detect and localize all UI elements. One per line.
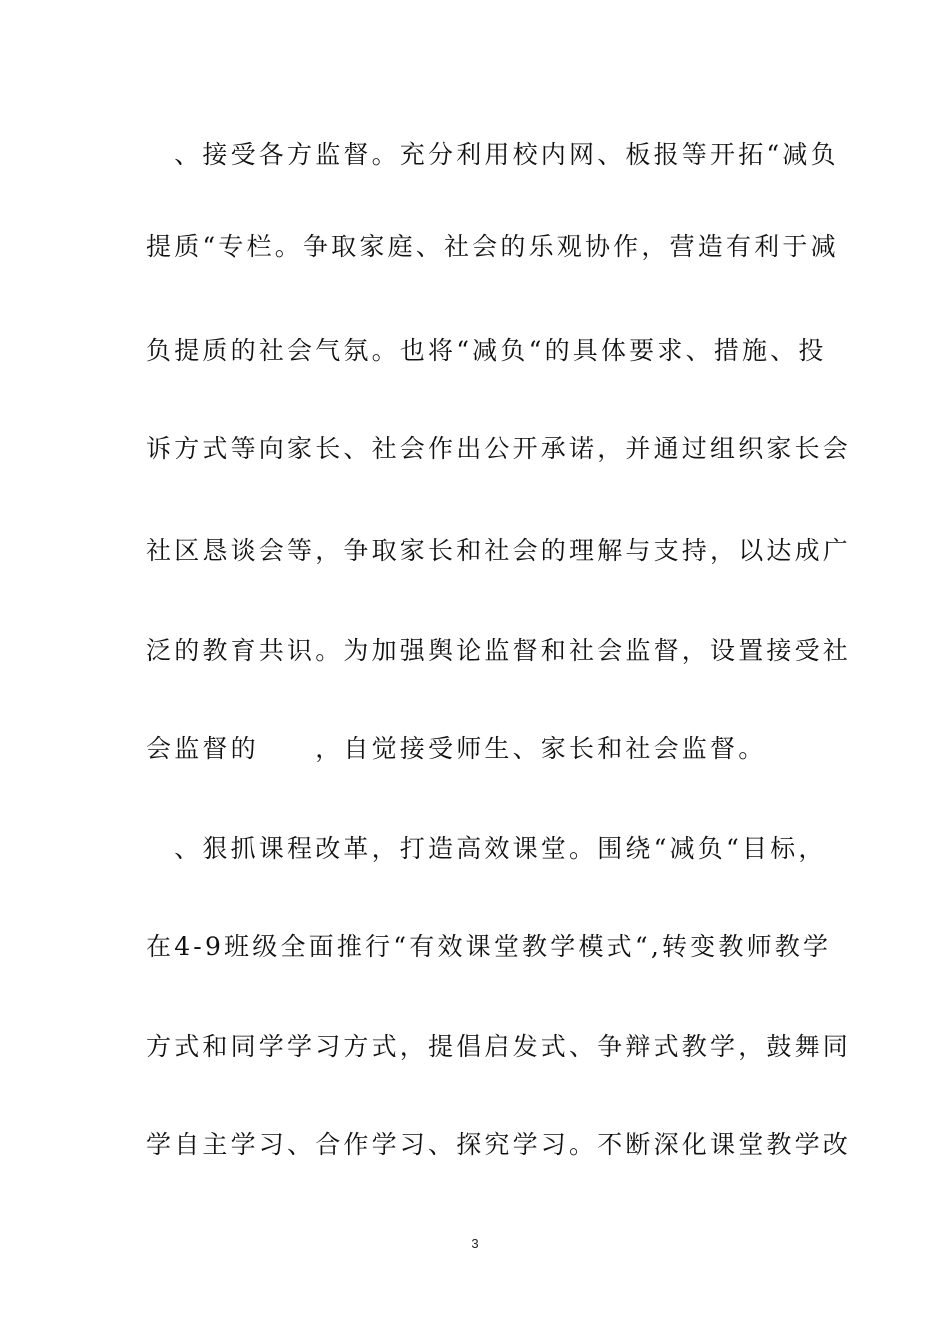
text-line-7: 会监督的 ，自觉接受师生、家长和社会监督。 [146, 734, 767, 763]
text-line-3: 负提质的社会气氛。也将“减负“的具体要求、措施、投 [146, 336, 827, 365]
text-line-6: 泛的教育共识。为加强舆论监督和社会监督，设置接受社 [146, 636, 852, 665]
text-line-1: 、接受各方监督。充分利用校内网、板报等开拓“减负 [146, 140, 839, 169]
text-line-8: 、狠抓课程改革，打造高效课堂。围绕“减负“目标， [146, 834, 827, 863]
text-line-10: 方式和同学学习方式，提倡启发式、争辩式教学，鼓舞同 [146, 1032, 852, 1061]
page-number: 3 [471, 1236, 479, 1251]
text-line-4: 诉方式等向家长、社会作出公开承诺，并通过组织家长会 [146, 434, 852, 463]
text-line-11: 学自主学习、合作学习、探究学习。不断深化课堂教学改 [146, 1130, 852, 1159]
text-line-5: 社区恳谈会等，争取家长和社会的理解与支持，以达成广 [146, 536, 852, 565]
text-line-9: 在4-9班级全面推行“有效课堂教学模式“,转变教师教学 [146, 932, 832, 961]
text-line-2: 提质“专栏。争取家庭、社会的乐观协作，营造有利于减 [146, 232, 839, 261]
